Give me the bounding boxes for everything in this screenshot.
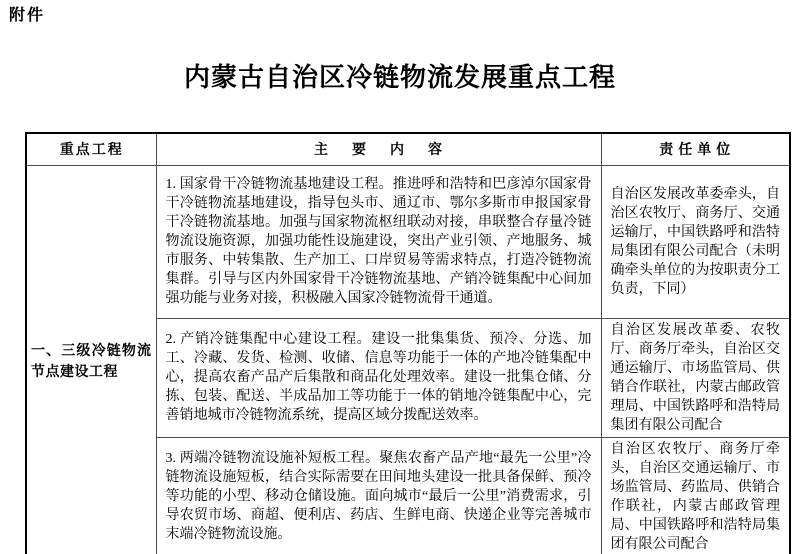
main-content-cell-3: 3. 两端冷链物流设施补短板工程。聚焦农畜产品产地“最先一公里”冷链物流设施短板，结合实际需要在田间地头建设一批具备保鲜、预冷等功能的小型、移动仓储设施。面向城市“最后一公里”消费需求，引导农贸市场、商超、便利店、药店、生鲜电商、快递企业等完善城市末端冷链物流设施。 [156,437,601,554]
header-key-project: 重点工程 [26,133,156,165]
page-title: 内蒙古自治区冷链物流发展重点工程 [183,63,616,92]
responsible-unit-cell-3: 自治区农牧厅、商务厅牵头，自治区交通运输厅、市场监管局、药监局、供销合作联社，内蒙古邮政管理局、中国铁路呼和浩特局集团有限公司配合 [601,437,790,554]
projects-table [25,132,791,554]
responsible-unit-cell-2: 自治区发展改革委、农牧厅、商务厅牵头，自治区交通运输厅、市场监管局、供销合作联社，内蒙古邮政管理局、中国铁路呼和浩特局集团有限公司配合 [601,318,790,437]
table-row [26,165,790,318]
project-group-cell: 一、三级冷链物流节点建设工程 [26,165,156,554]
main-content-cell-2: 2. 产销冷链集配中心建设工程。建设一批集集货、预冷、分选、加工、冷藏、发货、检测、收储、信息等功能于一体的产地冷链集配中心，提高农畜产品产后集散和商品化处理效率。建设一批集仓储、分拣、包装、配送、半成品加工等功能于一体的销地冷链集配中心，完善销地城市冷链物流系统，提高区域分拨配送效率。 [156,318,601,437]
header-main-content: 主要内容 [156,133,601,165]
table-header-row [26,133,790,165]
main-content-cell-1: 1. 国家骨干冷链物流基地建设工程。推进呼和浩特和巴彦淖尔国家骨干冷链物流基地建设，指导包头市、通辽市、鄂尔多斯市申报国家骨干冷链物流基地。加强与国家物流枢纽联动对接，串联整合存量冷链物流设施资源，加强功能性设施建设，突出产业引领、产地服务、城市服务、中转集散、生产加工、口岸贸易等需求特点，打造冷链物流集群。引导与区内外国家骨干冷链物流基地、产销冷链集配中心间加强功能与业务对接，积极融入国家冷链物流骨干通道。 [156,165,601,318]
header-responsible-unit: 责任单位 [601,133,790,165]
responsible-unit-cell-1: 自治区发展改革委牵头，自治区农牧厅、商务厅、交通运输厅，中国铁路呼和浩特局集团有限公司配合（未明确牵头单位的为按职责分工负责，下同） [601,165,790,318]
attachment-label: 附件 [9,7,46,24]
